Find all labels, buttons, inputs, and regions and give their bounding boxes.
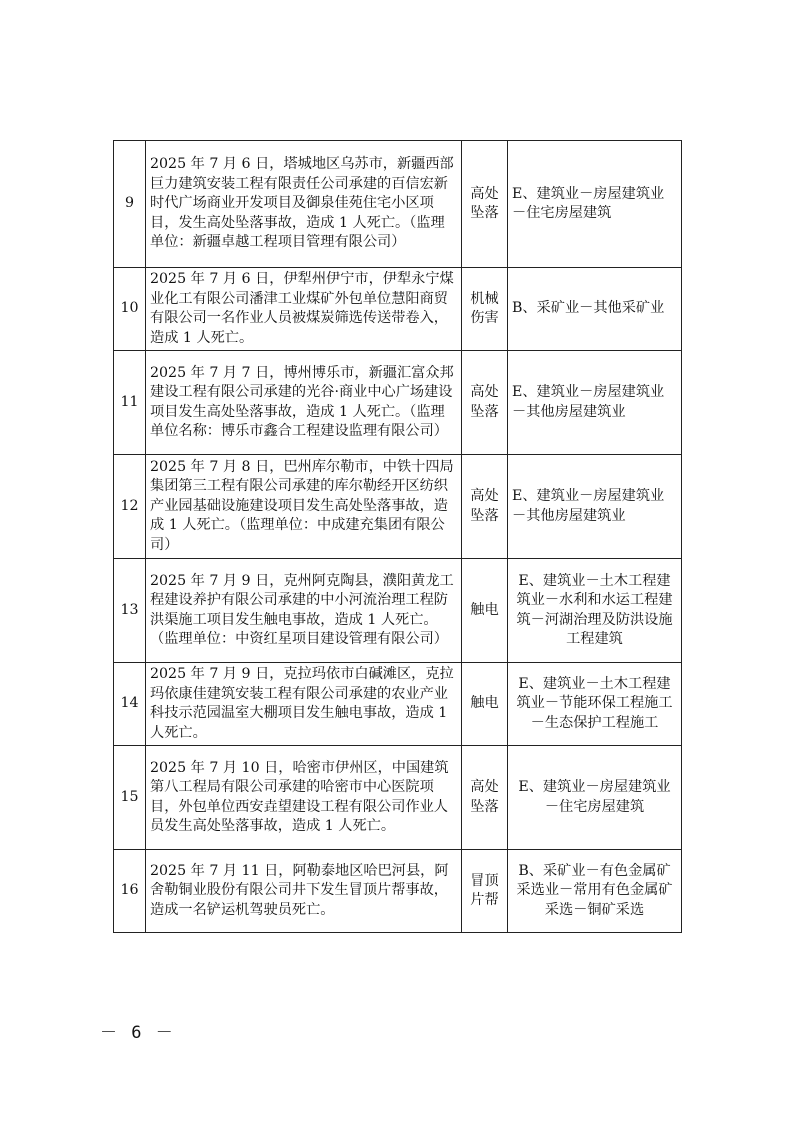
accident-description: 2025 年 7 月 8 日，巴州库尔勒市，中铁十四局集团第三工程有限公司承建的库尔勒经开区纺织产业园基础设施建设项目发生高处坠落事故，造成 1 人死亡。（监理单位：中成建充集团有限公司） xyxy=(146,455,462,559)
table-row xyxy=(114,141,682,268)
accident-type: 机械伤害 xyxy=(462,268,508,351)
row-number: 9 xyxy=(114,141,146,268)
industry-category: E、建筑业－房屋建筑业－住宅房屋建筑 xyxy=(508,141,682,268)
page-number: － 6 － xyxy=(100,1023,175,1043)
industry-category: B、采矿业－其他采矿业 xyxy=(508,268,682,351)
accident-type: 触电 xyxy=(462,559,508,663)
accident-type: 高处坠落 xyxy=(462,141,508,268)
row-number: 12 xyxy=(114,455,146,559)
accident-type: 触电 xyxy=(462,663,508,746)
accident-type: 高处坠落 xyxy=(462,351,508,455)
accident-type: 高处坠落 xyxy=(462,746,508,850)
row-number: 15 xyxy=(114,746,146,850)
accident-description: 2025 年 7 月 9 日，克拉玛依市白碱滩区，克拉玛依康佳建筑安装工程有限公司承建的农业产业科技示范园温室大棚项目发生触电事故，造成 1 人死亡。 xyxy=(146,663,462,746)
row-number: 16 xyxy=(114,850,146,933)
table-row xyxy=(114,351,682,455)
table-row xyxy=(114,559,682,663)
accident-type: 高处坠落 xyxy=(462,455,508,559)
row-number: 11 xyxy=(114,351,146,455)
industry-category: E、建筑业－房屋建筑业－住宅房屋建筑 xyxy=(508,746,682,850)
accident-description: 2025 年 7 月 11 日，阿勒泰地区哈巴河县，阿舍勒铜业股份有限公司井下发生冒顶片帮事故，造成一名铲运机驾驶员死亡。 xyxy=(146,850,462,933)
industry-category: E、建筑业－土木工程建筑业－水利和水运工程建筑－河湖治理及防洪设施工程建筑 xyxy=(508,559,682,663)
accident-description: 2025 年 7 月 10 日，哈密市伊州区，中国建筑第八工程局有限公司承建的哈密市中心医院项目，外包单位西安垚望建设工程有限公司作业人员发生高处坠落事故，造成 1 人死亡。 xyxy=(146,746,462,850)
accident-description: 2025 年 7 月 7 日，博州博乐市，新疆汇富众邦建设工程有限公司承建的光谷·商业中心广场建设项目发生高处坠落事故，造成 1 人死亡。（监理单位名称：博乐市鑫合工程建设监理有限公司） xyxy=(146,351,462,455)
row-number: 13 xyxy=(114,559,146,663)
accident-table xyxy=(113,140,682,933)
table-row xyxy=(114,455,682,559)
industry-category: B、采矿业－有色金属矿采选业－常用有色金属矿采选－铜矿采选 xyxy=(508,850,682,933)
accident-description: 2025 年 7 月 6 日，塔城地区乌苏市，新疆西部巨力建筑安装工程有限责任公司承建的百信宏新时代广场商业开发项目及御泉佳苑住宅小区项目，发生高处坠落事故，造成 1 人死亡。（监理单位：新疆卓越工程项目管理有限公司） xyxy=(146,141,462,268)
table-row xyxy=(114,268,682,351)
industry-category: E、建筑业－房屋建筑业－其他房屋建筑业 xyxy=(508,455,682,559)
industry-category: E、建筑业－房屋建筑业－其他房屋建筑业 xyxy=(508,351,682,455)
row-number: 14 xyxy=(114,663,146,746)
industry-category: E、建筑业－土木工程建筑业－节能环保工程施工－生态保护工程施工 xyxy=(508,663,682,746)
accident-description: 2025 年 7 月 6 日，伊犁州伊宁市，伊犁永宁煤业化工有限公司潘津工业煤矿外包单位慧阳商贸有限公司一名作业人员被煤炭筛选传送带卷入，造成 1 人死亡。 xyxy=(146,268,462,351)
accident-type: 冒顶片帮 xyxy=(462,850,508,933)
table-row xyxy=(114,663,682,746)
row-number: 10 xyxy=(114,268,146,351)
table-row xyxy=(114,746,682,850)
table-row xyxy=(114,850,682,933)
accident-description: 2025 年 7 月 9 日，克州阿克陶县，濮阳黄龙工程建设养护有限公司承建的中小河流治理工程防洪渠施工项目发生触电事故，造成 1 人死亡。（监理单位：中资红星项目建设管理有限公司） xyxy=(146,559,462,663)
